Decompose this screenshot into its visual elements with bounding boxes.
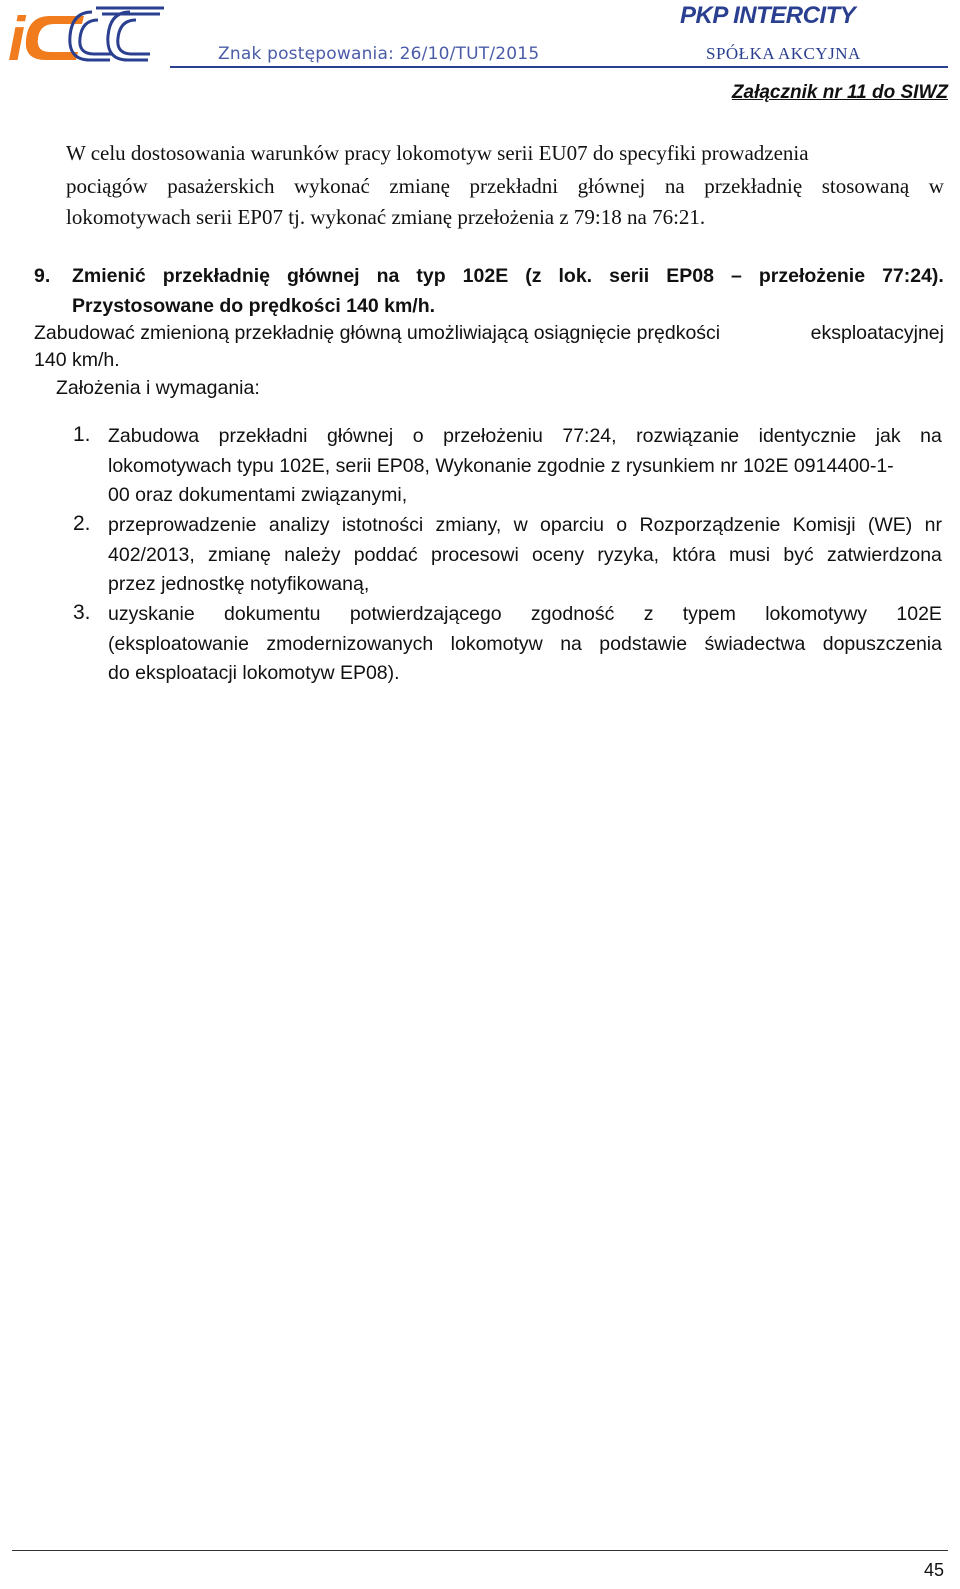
intro-line-2 — [66, 174, 944, 199]
word: EP08 — [666, 265, 714, 287]
word: stosowaną — [821, 174, 910, 198]
word: w — [928, 174, 944, 198]
list-item-2-line-2 — [108, 544, 942, 567]
word: zmodernizowanych — [266, 633, 434, 655]
word: serii — [609, 265, 650, 287]
section-description-line-1-end: eksploatacyjnej — [810, 322, 944, 344]
word: przekładnię — [162, 265, 270, 287]
page-number: 45 — [923, 1560, 944, 1580]
list-item-2-line-3: przez jednostkę notyfikowaną, — [108, 573, 370, 595]
word: uzyskanie — [108, 603, 195, 625]
word: głównej — [577, 174, 646, 198]
word: – — [730, 265, 742, 287]
intro-line-1: W celu dostosowania warunków pracy lokomotyw serii EU07 do specyfiki prowadzenia — [66, 141, 809, 165]
word: 77:24). — [882, 265, 944, 287]
word: o — [412, 425, 424, 447]
word: (z — [525, 265, 542, 287]
word: potwierdzającego — [349, 603, 502, 625]
word: musi — [728, 544, 771, 566]
word: która — [672, 544, 716, 566]
list-item-number: 2. — [73, 512, 91, 535]
list-item-1-line-1 — [108, 425, 942, 448]
word: rozwiązanie — [636, 425, 740, 447]
word: na — [920, 425, 942, 447]
word: na — [664, 174, 685, 198]
word: 402/2013, — [108, 544, 195, 566]
assumptions-label: Założenia i wymagania: — [56, 377, 260, 399]
company-logo — [6, 2, 166, 66]
word: zmiany, — [435, 514, 502, 536]
attachment-title: Załącznik nr 11 do SIWZ — [731, 82, 948, 103]
word: ryzyka, — [597, 544, 660, 566]
intro-line-3: lokomotywach serii EP07 tj. wykonać zmianę przełożenia z 79:18 na 76:21. — [66, 205, 706, 229]
word: przekładni — [218, 425, 308, 447]
list-item-3-line-1 — [108, 603, 942, 626]
word: świadectwa — [704, 633, 806, 655]
word: zmianę — [208, 544, 271, 566]
word: oparciu — [540, 514, 604, 536]
list-item-number: 1. — [73, 423, 91, 446]
word: istotności — [341, 514, 424, 536]
word: pociągów — [66, 174, 148, 198]
word: Rozporządzenie — [639, 514, 781, 536]
word: należy — [284, 544, 341, 566]
word: przeprowadzenie — [108, 514, 257, 536]
word: (eksploatowanie — [108, 633, 249, 655]
section-heading-line-1 — [72, 265, 944, 288]
word: przełożeniu — [443, 425, 543, 447]
word: na — [560, 633, 582, 655]
procedure-reference: Znak postępowania: 26/10/TUT/2015 — [218, 44, 540, 64]
list-item-1-line-2: lokomotywach typu 102E, serii EP08, Wykonanie zgodnie z rysunkiem nr 102E 0914400-1- — [108, 455, 894, 477]
word: przekładnię — [704, 174, 803, 198]
list-item-2-line-1 — [108, 514, 942, 537]
word: w — [513, 514, 528, 536]
word: Zabudowa — [108, 425, 200, 447]
list-item-3-line-3: do eksploatacji lokomotyw EP08). — [108, 662, 400, 684]
word: lok. — [558, 265, 593, 287]
word: być — [783, 544, 814, 566]
word: przełożenie — [758, 265, 866, 287]
footer-divider — [12, 1550, 948, 1551]
word: Zmienić — [72, 265, 146, 287]
word: pasażerskich — [167, 174, 275, 198]
word: zgodność — [530, 603, 615, 625]
word: lokomotywy — [765, 603, 868, 625]
word: jak — [875, 425, 901, 447]
word: na — [376, 265, 400, 287]
list-item-number: 3. — [73, 601, 91, 624]
word: z — [643, 603, 654, 625]
brand-name: PKP INTERCITY — [680, 2, 856, 29]
section-heading-line-2: Przystosowane do prędkości 140 km/h. — [72, 295, 436, 317]
word: podstawie — [599, 633, 688, 655]
word: typem — [682, 603, 736, 625]
word: głównej — [287, 265, 360, 287]
word: 102E — [896, 603, 942, 625]
word: (WE) — [867, 514, 913, 536]
word: lokomotyw — [450, 633, 543, 655]
word: identycznie — [758, 425, 857, 447]
word: 102E — [462, 265, 509, 287]
list-item-1-line-3: 00 oraz dokumentami związanymi, — [108, 484, 408, 506]
word: przekładni — [469, 174, 559, 198]
header-divider — [170, 66, 948, 68]
list-item-3-line-2 — [108, 633, 942, 656]
company-type: SPÓŁKA AKCYJNA — [706, 44, 861, 63]
word: 77:24, — [562, 425, 617, 447]
word: typ — [416, 265, 446, 287]
word: zatwierdzona — [827, 544, 942, 566]
section-description-line-2: 140 km/h. — [34, 349, 120, 371]
word: wykonać — [294, 174, 370, 198]
word: głównej — [327, 425, 394, 447]
word: analizy — [268, 514, 330, 536]
word: oceny — [532, 544, 585, 566]
word: zmianę — [389, 174, 450, 198]
word: nr — [924, 514, 942, 536]
word: dopuszczenia — [822, 633, 942, 655]
section-description-line-1: Zabudować zmienioną przekładnię główną umożliwiającą osiągnięcie prędkości — [34, 322, 721, 344]
svg-text:i: i — [8, 5, 26, 66]
word: poddać — [353, 544, 418, 566]
word: Komisji — [792, 514, 856, 536]
word: procesowi — [431, 544, 519, 566]
section-number: 9. — [34, 265, 51, 287]
word: dokumentu — [224, 603, 321, 625]
word: o — [616, 514, 628, 536]
